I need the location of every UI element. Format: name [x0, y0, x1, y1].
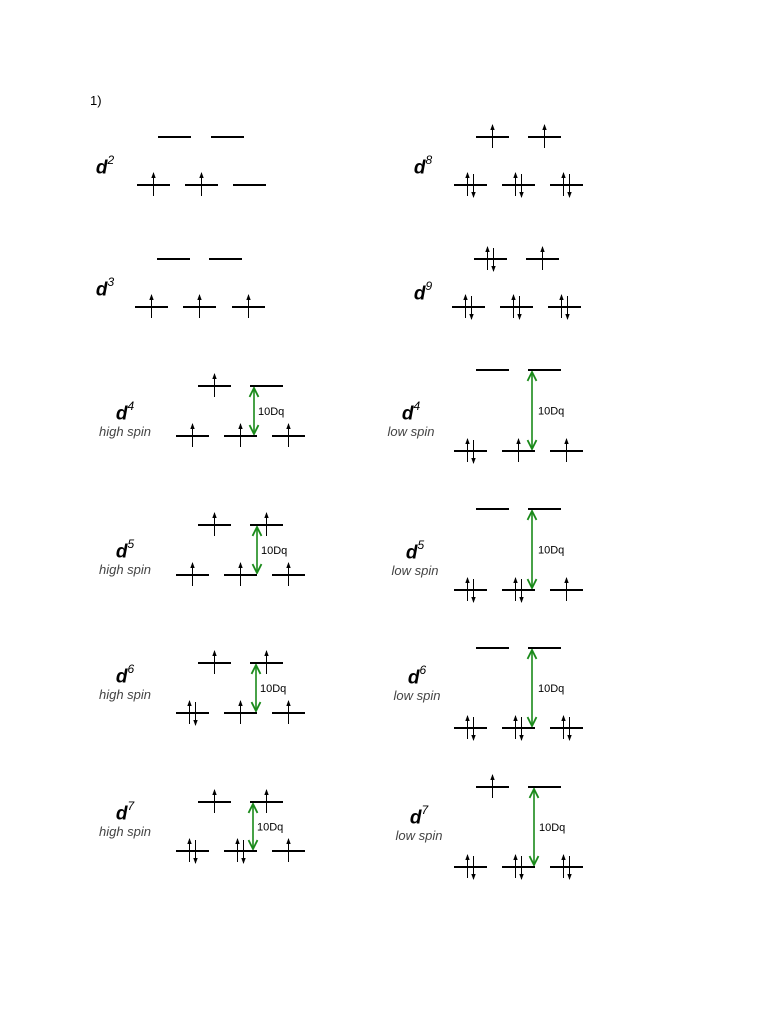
- electron-configuration: [378, 278, 468, 304]
- spin-up-arrowhead: [264, 650, 268, 656]
- spin-up-arrowhead: [561, 715, 565, 721]
- electron-count: 4: [127, 399, 135, 413]
- spin-state-label: low spin: [387, 424, 435, 440]
- spin-up-arrowhead: [190, 423, 194, 429]
- splitting-energy-label: 10Dq: [538, 405, 565, 418]
- electron-configuration: [370, 537, 460, 563]
- electron-count: 6: [419, 663, 427, 677]
- spin-state-label: high spin: [98, 824, 152, 840]
- config-label-d6-low: [372, 662, 462, 704]
- spin-up-arrowhead: [485, 246, 489, 252]
- question-number: 1): [90, 93, 102, 108]
- config-label-d3: [60, 274, 150, 300]
- spin-down-arrowhead: [567, 735, 571, 741]
- spin-up-arrowhead: [516, 438, 520, 444]
- orbital-symbol: d: [401, 403, 414, 425]
- electron-count: 2: [107, 153, 115, 167]
- spin-up-arrowhead: [564, 577, 568, 583]
- spin-state-label: high spin: [98, 562, 152, 578]
- spin-down-arrowhead: [469, 314, 473, 320]
- spin-up-arrowhead: [559, 294, 563, 300]
- orbital-symbol: d: [115, 803, 128, 825]
- electron-count: 9: [425, 279, 433, 293]
- spin-up-arrowhead: [235, 838, 239, 844]
- electron-configuration: [80, 798, 170, 824]
- spin-up-arrowhead: [540, 246, 544, 252]
- electron-count: 6: [127, 662, 135, 676]
- spin-down-arrowhead: [471, 874, 475, 880]
- electron-configuration: [80, 661, 170, 687]
- spin-down-arrowhead: [517, 314, 521, 320]
- spin-up-arrowhead: [264, 512, 268, 518]
- splitting-energy-label: 10Dq: [538, 544, 565, 557]
- spin-up-arrowhead: [490, 124, 494, 130]
- config-label-d5-low: [370, 537, 460, 579]
- spin-up-arrowhead: [187, 700, 191, 706]
- spin-up-arrowhead: [513, 577, 517, 583]
- spin-down-arrowhead: [519, 597, 523, 603]
- config-label-d5-high: [80, 536, 170, 578]
- spin-up-arrowhead: [264, 789, 268, 795]
- spin-up-arrowhead: [511, 294, 515, 300]
- electron-count: 7: [421, 803, 429, 817]
- splitting-energy-label: 10Dq: [539, 822, 566, 834]
- electron-count: 5: [417, 538, 425, 552]
- spin-state-label: low spin: [395, 828, 443, 844]
- spin-down-arrowhead: [567, 874, 571, 880]
- spin-down-arrowhead: [193, 858, 197, 864]
- spin-up-arrowhead: [212, 650, 216, 656]
- spin-up-arrowhead: [190, 562, 194, 568]
- spin-up-arrowhead: [286, 838, 290, 844]
- spin-up-arrowhead: [513, 854, 517, 860]
- config-label-d6-high: [80, 661, 170, 703]
- spin-up-arrowhead: [197, 294, 201, 300]
- spin-down-arrowhead: [519, 735, 523, 741]
- spin-up-arrowhead: [286, 562, 290, 568]
- spin-down-arrowhead: [491, 266, 495, 272]
- orbital-symbol: d: [115, 403, 128, 425]
- config-label-d4-high: [80, 398, 170, 440]
- spin-state-label: low spin: [391, 563, 439, 579]
- orbital-symbol: d: [115, 666, 128, 688]
- spin-up-arrowhead: [542, 124, 546, 130]
- splitting-energy-label: 10Dq: [257, 821, 284, 834]
- spin-up-arrowhead: [199, 172, 203, 178]
- electron-configuration: [80, 536, 170, 562]
- electron-count: 7: [127, 799, 135, 813]
- config-label-d2: [60, 152, 150, 178]
- electron-configuration: [366, 398, 456, 424]
- spin-up-arrowhead: [212, 373, 216, 379]
- electron-configuration: [372, 662, 462, 688]
- orbital-symbol: d: [413, 157, 426, 179]
- config-label-d8: [378, 152, 468, 178]
- spin-up-arrowhead: [151, 172, 155, 178]
- config-label-d9: [378, 278, 468, 304]
- spin-up-arrowhead: [246, 294, 250, 300]
- orbital-symbol: d: [407, 667, 420, 689]
- splitting-energy-label: 10Dq: [261, 545, 288, 557]
- splitting-energy-label: 10Dq: [260, 683, 287, 695]
- config-label-d4-low: [366, 398, 456, 440]
- config-label-d7-high: [80, 798, 170, 840]
- spin-up-arrowhead: [513, 715, 517, 721]
- spin-up-arrowhead: [238, 562, 242, 568]
- electron-count: 8: [425, 153, 433, 167]
- electron-count: 4: [413, 399, 421, 413]
- spin-up-arrowhead: [286, 700, 290, 706]
- spin-down-arrowhead: [241, 858, 245, 864]
- spin-down-arrowhead: [471, 458, 475, 464]
- spin-up-arrowhead: [238, 700, 242, 706]
- orbital-symbol: d: [413, 283, 426, 305]
- spin-up-arrowhead: [513, 172, 517, 178]
- spin-up-arrowhead: [187, 838, 191, 844]
- spin-down-arrowhead: [193, 720, 197, 726]
- spin-state-label: high spin: [98, 424, 152, 440]
- spin-down-arrowhead: [567, 192, 571, 198]
- config-label-d7-low: [374, 802, 464, 844]
- spin-up-arrowhead: [465, 854, 469, 860]
- spin-up-arrowhead: [212, 512, 216, 518]
- spin-up-arrowhead: [561, 854, 565, 860]
- spin-up-arrowhead: [564, 438, 568, 444]
- spin-up-arrowhead: [561, 172, 565, 178]
- spin-down-arrowhead: [471, 735, 475, 741]
- orbital-symbol: d: [409, 807, 422, 829]
- splitting-energy-label: 10Dq: [538, 683, 565, 695]
- splitting-energy-label: 10Dq: [258, 406, 285, 418]
- orbital-symbol: d: [405, 542, 418, 564]
- spin-up-arrowhead: [465, 577, 469, 583]
- electron-configuration: [378, 152, 468, 178]
- spin-down-arrowhead: [565, 314, 569, 320]
- spin-up-arrowhead: [465, 438, 469, 444]
- spin-state-label: low spin: [393, 688, 441, 704]
- spin-up-arrowhead: [465, 715, 469, 721]
- electron-configuration: [80, 398, 170, 424]
- electron-configuration: [60, 152, 150, 178]
- spin-down-arrowhead: [519, 874, 523, 880]
- spin-up-arrowhead: [238, 423, 242, 429]
- electron-configuration: [60, 274, 150, 300]
- electron-count: 3: [107, 275, 115, 289]
- spin-up-arrowhead: [286, 423, 290, 429]
- spin-up-arrowhead: [490, 774, 494, 780]
- spin-down-arrowhead: [471, 192, 475, 198]
- orbital-symbol: d: [95, 279, 108, 301]
- spin-up-arrowhead: [212, 789, 216, 795]
- orbital-symbol: d: [95, 157, 108, 179]
- orbital-symbol: d: [115, 541, 128, 563]
- electron-count: 5: [127, 537, 135, 551]
- spin-state-label: high spin: [98, 687, 152, 703]
- spin-down-arrowhead: [519, 192, 523, 198]
- electron-configuration: [374, 802, 464, 828]
- spin-down-arrowhead: [471, 597, 475, 603]
